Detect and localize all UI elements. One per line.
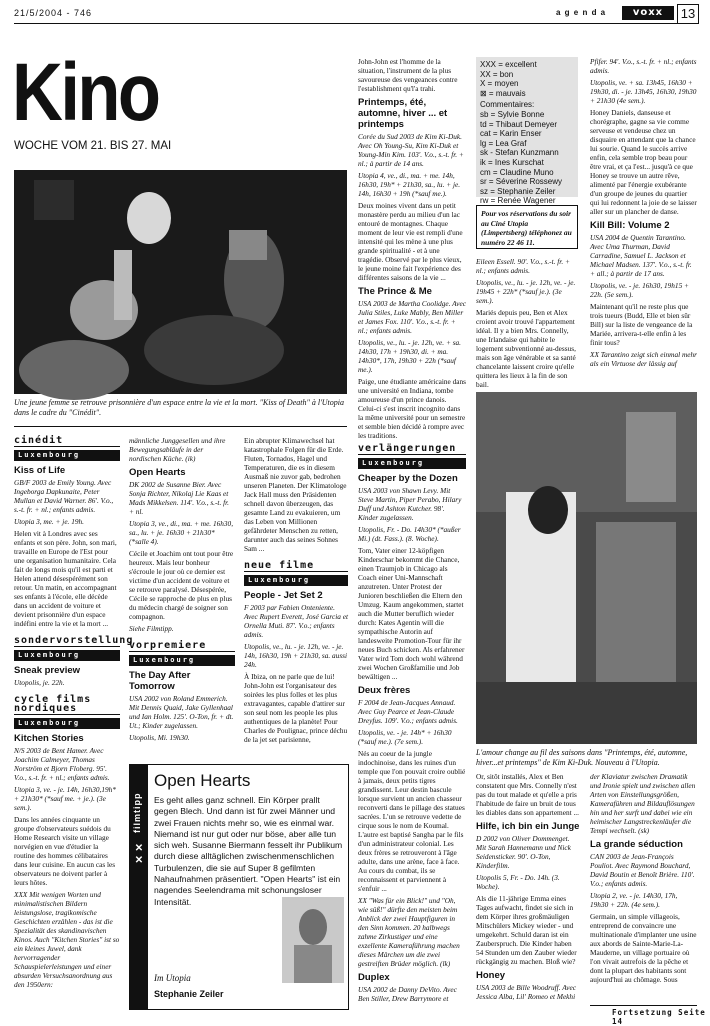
column-4: [358, 444, 466, 1018]
film-synopsis: Deux moines vivent dans un petit monastère perdu au milieu d'un lac entouré de montagnes. Chaque moment de leur vie est rempli d'une intensité qui les mène à une plus grande spiritualité - et à une tragédie. Observé par le plus vieux, le jeune moine fait l'expérience des différentes saisons de la vie ...: [358, 201, 463, 282]
film-synopsis: Helen vit à Londres avec ses enfants et son père. John, son mari, travaille en Europe de l'Est pour une organisation humanitaire. Cela fait de longs mois qu'il est parti et Helen attend désespérément son retour. Un matin, en accompagnant ses enfants à l'école, elle décède dans un accident de voiture et devient prisonnière d'un espace indéfini entre la vie et la mort ...: [14, 529, 117, 628]
film-times: Utopolis, je. 22h.: [14, 678, 65, 687]
film-title-printemps: Printemps, été, automne, hiver ... et printemps: [358, 97, 448, 130]
film-times: Utopolis, ve., lu. - je. 12h, ve. - je. 19h45 + 22h* (*sauf je.). (3e sem.).: [476, 278, 576, 305]
film-title-people-jet-set-2: People - Jet Set 2: [244, 590, 323, 601]
critic-item: rw = Renée Wagener: [480, 196, 556, 206]
section-sondervorstellung: sondervorstellung: [14, 635, 134, 646]
reservation-box: Pour vos réservations du soir au Ciné Utopia (Limpertsberg) téléphonez au numéro 22 46 11.: [476, 205, 578, 249]
film-title-prince-and-me: The Prince & Me: [358, 286, 432, 297]
film-meta: N/S 2003 de Bent Hamer. Avec Joachim Calmeyer, Thomas Norström et Bjorn Floberg. 95'. V.o., s.-t. fr. + nl.; enfants admis.: [14, 746, 110, 782]
film-times: Utopia 3, me. + je. 19h.: [14, 517, 84, 526]
film-meta: USA 2003 de Bille Woodruff. Avec Jessica Alba, Lil' Romeo et Mekhi: [476, 983, 576, 1001]
film-meta: F 2003 par Fabien Onteniente. Avec Rupert Everett, José Garcia et Ornella Muti. 87'. V.o.; enfants admis.: [244, 603, 349, 639]
filmtipp-image: [282, 897, 344, 983]
critic-item: lg = Lea Graf: [480, 138, 527, 148]
film-synopsis: Tom, Vater einer 12-köpfigen Kinderschar bekommt die Chance, einen Traumjob in Chicago als Coach einer Uni-Mannschaft anzutreten. Unter Protest der Junioren beschließen die Eltern den Umzug. Kaum angekommen, startet auch die Mutter beruflich wieder durch: Kates Agentin will die sympathische Autorin auf landesweite Promotion-Tour für ihr neues Buch schicken. Als erfahrener Vater wird Tom doch wohl während zwei Wochen Großfamilie und Job bewältigen ...: [358, 546, 465, 681]
column-legend-below: [476, 257, 580, 389]
rating-item: X = moyen: [480, 79, 519, 89]
film-title-hilfe-ich-bin-ein-junge: Hilfe, ich bin ein Junge: [476, 821, 580, 832]
filmtipp-title: Open Hearts: [154, 771, 251, 790]
critic-item: sr = Séverine Rossewy: [480, 177, 563, 187]
filmtipp-author: Stephanie Zeiler: [154, 989, 224, 999]
filmtipp-text: Es geht alles ganz schnell. Ein Körper prallt gegen Blech. Und dann ist für zwei Männer und zwei Frauen nichts mehr so, wie es einmal war. Niemand ist nur gut oder nur böse, aber alle tun sich weh. Susanne Biermann fesselt ihr Publikum durch diese alltäglichen zwischenmenschlichen Turbulenzen, die sie auf Super 8 gefilmten Nahaufnahmen präsentiert. "Open Hearts" ist ein nagendes Seelendrama mit schonungsloser Intensität.: [154, 795, 343, 907]
column-right-top: [590, 57, 697, 372]
ratings-list: [480, 60, 574, 98]
photo-caption-2: L'amour change au fil des saisons dans "Printemps, été, automne, hiver...et printemps" de Kim Ki-Duk. Nouveau à l'Utopia.: [476, 748, 688, 767]
critics-list: [480, 110, 574, 206]
film-title-duplex: Duplex: [358, 972, 390, 983]
film-times: Utopia 3, ve. - je. 14h, 16h30,19h* + 21h30* (*sauf me. + je.). (3e sem.).: [14, 785, 116, 812]
section-cycle-films: cycle films nordiques: [14, 695, 120, 715]
film-synopsis: Dans les années cinquante un groupe d'observateurs suédois du Home Research visite un village norvégien en vue d'étudier la routine des hommes célibataires dans leur cuisine. En aucun cas les observateurs ne doivent parler à leurs hôtes.: [14, 815, 116, 887]
film-synopsis: Nés au coeur de la jungle indochinoise, dans les ruines d'un temple que l'on pouvait croire oublié à jamais, deux petits tigres grandissent. Leur destin bascule lorsque survient un ancien chasseur reconverti dans le pillage des statues sacrées. L'un se retrouve vedette de cirque sous le nom de Koumal. L'autre est baptisé Sangha par le fils d'un administrateur colonial. Les deux frères se retrouveront à l'âge adulte, dans une arène, face à face. Au cours du combat, ils se reconnaissent et parviennent à s'enfuir ...: [358, 749, 466, 893]
section-verlaengerungen: verlängerungen: [358, 444, 466, 455]
venue-bar: Luxembourg: [14, 650, 120, 661]
film-still-printemps: [476, 392, 697, 744]
film-synopsis: Germain, un simple villageois, entreprend de convaincre une multinationale d'implanter une usine aux abords de Sainte-Marie-La-Mauderne, un village portuaire où l'on vivait autrefois de la pêche et dont la plupart des habitants sont aujourd'hui au chômage. Sous: [590, 912, 697, 984]
film-times: Utopolis, ve. + sa. 13h45, 16h30 + 19h30, di. - je. 13h45, 16h30, 19h30 + 21h30 (4e sem.).: [590, 78, 697, 105]
film-times: Utopolis, ve., lu. - je. 12h, ve. - je. 14h, 16h30, 19h + 21h30, sa. aussi 24h.: [244, 642, 348, 669]
film-still-kiss-of-death: [14, 170, 347, 394]
film-meta: USA 2002 von Roland Emmerich. Mit Dennis Quaid, Jake Gyllenhaal und Ian Holm. 125'. O-Ton, fr. + dt. Ut.; Kinder zugelassen.: [129, 694, 234, 730]
film-meta: USA 2003 de Martha Coolidge. Avec Julia Stiles, Luke Mably, Ben Miller et James Fox. 110'. V.o., s.-t. fr. + nl.; enfants admis.: [358, 299, 466, 335]
section-cinedit: cinédit: [14, 436, 120, 447]
film-title-cheaper-by-dozen: Cheaper by the Dozen: [358, 473, 458, 484]
film-synopsis: Honey Daniels, danseuse et chorégraphe, gagne sa vie comme serveuse et vendeuse chez un disquaire en attendant que la chance lui sourie. Quand le succès arrive enfin, cela semble trop beau pour être vrai, et ça l'est... jusqu'à ce que Honey se trouve un autre rêve, alimenté par l'énergie exubérante d'un groupe de jeunes du quartier qui lui redonnent la joie de se laisser aller sur un plancher de danse.: [590, 108, 697, 216]
critic-item: ik = Ines Kurschat: [480, 157, 544, 167]
film-still-image: [14, 170, 347, 394]
critic-item: cat = Karin Enser: [480, 129, 542, 139]
film-title-la-grande-seduction: La grande séduction: [590, 839, 683, 850]
continued-footer[interactable]: Fortsetzung Seite 14: [612, 1008, 706, 1026]
film-meta: D 2002 von Oliver Dommenget. Mit Sarah Hannemann und Nick Seidensticker. 90'. O-Ton, Kinderfilm.: [476, 834, 571, 870]
film-synopsis: Als die 11-jährige Emma eines Tages aufwacht, findet sie sich in dem Körper ihres großmäuligen Mitschülers Mickey wieder - und umgekehrt. Schuld daran ist ein Zauberspruch. Die Kinder haben 54 Stunden um den Zauber wieder rückgängig zu machen. Bloß wie?: [476, 894, 577, 966]
film-meta: Corée du Sud 2003 de Kim Ki-Duk. Avec Oh Young-Su, Kim Ki-Duk et Young-Min Kim. 103'. V.o., s.-t. fr. + nl.; à partir de 14 ans.: [358, 132, 464, 168]
film-synopsis: À Ibiza, on ne parle que de lui! John-John est l'organisateur des soirées les plus folles et les plus extravagantes, capable d'attirer sur son seul nom les people les plus authentiques de la planète! Pour Charles de Poulignac, prince déchu de la jet set parisienne,: [244, 672, 348, 744]
film-title-day-after-tomorrow: The Day After Tomorrow: [129, 670, 191, 692]
filmtipp-label: filmtipp: [132, 792, 142, 833]
portrait-image: [282, 897, 344, 983]
film-times: Utopolis, ve. - je. 16h30, 19h15 + 22h. (5e sem.).: [590, 281, 689, 299]
critic-item: sb = Sylvie Bonne: [480, 109, 545, 119]
column-1: [14, 435, 134, 1016]
comments-title: Commentaires:: [480, 100, 535, 110]
film-times: Utopolis, ve., lu. - je. 12h, ve. + sa. 14h30, 17h + 19h30, di. + ma. 14h30*, 17h, 19h30 + 22h (*sauf me.).: [358, 338, 462, 374]
film-still-image: [476, 392, 697, 744]
film-times: Utopia 3, ve., di., ma. + me. 16h30, sa., lu. + je. 16h30 + 21h30* (*salle 4).: [129, 519, 234, 546]
film-synopsis: Paige, une étudiante américaine dans une université en Indiana, tombe amoureuse d'un prince danois. Celui-ci s'est inscrit incognito dans la même université pour un semestre et semble bien décidé à rompre avec les traditions.: [358, 377, 466, 440]
venue-bar: Luxembourg: [244, 575, 348, 586]
filmtipp-box: [129, 764, 349, 1010]
film-synopsis: Or, sitôt installés, Alex et Ben constatent que Mrs. Connelly n'est pas du tout malade et qu'elle a pris l'habitude de faire un bruit de tous les diables dans son appartement ...: [476, 772, 579, 817]
film-review: XX "Was für ein Blick!" und "Oh, wie süß!" dürfte den meisten beim Anblick der zwei Hauptfiguren in den Sinn kommen. 20 halbwegs zahme Zirkustiger und eine exzellente Kameraführung machen dieses Märchen um die zwei gestreiften Brüder möglich. (lk): [358, 896, 460, 968]
film-review: XXX Mit wenigen Worten und minimalistischen Bildern leistungslose, tragikomische Geschichten erzählen - das ist die Spezialität des skandinavischen Kinos. Auch "Kitchen Stories" ist so ein kleines Juwel, dank hervorragender Schauspielerleistungen und einer absurden Versuchsanordnung aus den 1950ern:: [14, 890, 120, 989]
film-review: XX Tarantino zeigt sich einmal mehr als ein Virtuose der lässig auf: [590, 350, 697, 368]
photo-caption-1: Une jeune femme se retrouve prisonnière d'un espace entre la vie et la mort. "Kiss of Death" à l'Utopia dans le cadre du "Cinédit".: [14, 398, 344, 417]
film-title-sneak-preview: Sneak preview: [14, 665, 81, 676]
film-title-kitchen-stories: Kitchen Stories: [14, 733, 84, 744]
filmtipp-sidebar: [130, 765, 148, 1009]
film-synopsis: Mariés depuis peu, Ben et Alex croient avoir trouvé l'appartement idéal. Il y a bien Mrs. Connelly, une Irlandaise qui habite le logement subventionné au-dessus, mais son âge vénérable et sa santé chancelante laissent croire qu'elle quittera les lieux à la fin de son bail.: [476, 308, 576, 389]
film-times: Utopia 2, ve. - je. 14h30, 17h, 19h30 + 22h. (4e sem.).: [590, 891, 678, 909]
film-times: Utopolis 5, Fr. - Do. 14h. (3. Woche).: [476, 873, 560, 891]
section-neue-filme: neue filme: [244, 561, 348, 572]
critic-item: td = Thibaut Demeyer: [480, 119, 558, 129]
film-meta: F 2004 de Jean-Jacques Annaud. Avec Guy Pearce et Jean-Claude Dreyfus. 109'. V.o.; enfants admis.: [358, 698, 458, 725]
film-times: Utopolis, Fr. - Do. 14h30* (*außer Mi.) (dt. Fass.). (8. Woche).: [358, 525, 461, 543]
see-filmtipp: Siehe Filmtipp.: [129, 624, 174, 633]
film-synopsis: Ein abrupter Klimawechsel hat katastrophale Folgen für die Erde. Fluten, Tornados, Hagel und Temperaturen, die es in diesem Ausmaß nie zuvor gab, bedrohen unseren Planeten. Der Klimatologe Jack Hall muss den Präsidenten schnell davon überzeugen, das gesamte Land zu evakuieren, um das Leben von Millionen gefährdeter Menschen zu retten, darunter auch das seines Sohnes Sam ...: [244, 436, 347, 553]
page-title: Kino: [12, 47, 159, 138]
page-subtitle: WOCHE VOM 21. BIS 27. MAI: [14, 140, 172, 152]
rating-xx-icon: ✕ ✕: [134, 843, 144, 866]
film-title-honey: Honey: [476, 970, 506, 981]
film-synopsis: Cécile et Joachim ont tout pour être heureux. Mais leur bonheur s'écroule le jour où ce dernier est victime d'un accident de voiture et se retrouve paralysé. Désespérée, Cécile se rapproche de plus en plus du médecin chargé de soigner son compagnon.: [129, 549, 234, 621]
film-meta: DK 2002 de Susanne Bier. Avec Sonja Richter, Nikolaj Lie Kaas et Mads Mikkelsen. 114'. V.o., s.-t. fr. + nl.: [129, 480, 229, 516]
film-meta: GB/F 2003 de Emily Young. Avec Ingeborga Dapkunaite, Peter Mullan et David Warner. 86'. V.o., s.-t. fr. + nl.; enfants admis.: [14, 478, 114, 514]
film-meta: Eileen Essell. 90'. V.o., s.-t. fr. + nl.; enfants admis.: [476, 257, 570, 275]
film-meta: USA 2002 de Danny DeVito. Avec Ben Stiller, Drew Barrymore et: [358, 985, 457, 1003]
critic-item: cm = Claudine Muno: [480, 167, 554, 177]
venue-bar: Luxembourg: [14, 718, 120, 729]
film-meta: CAN 2003 de Jean-François Pouliot. Avec Raymond Bouchard, David Boutin et Benoît Brière. 110'. V.o.; enfants admis.: [590, 852, 695, 888]
venue-bar: Luxembourg: [129, 655, 235, 666]
film-times: Utopia 4, ve., di., ma. + me. 14h, 16h30, 19h* + 21h30, sa., lu. + je. 14h, 16h30 + 19h (*sauf me.).: [358, 171, 461, 198]
column-3: [244, 436, 348, 761]
film-meta: Pfifer. 94'. V.o., s.-t. fr. + nl.; enfants admis.: [590, 57, 697, 75]
column-mid-top: [358, 57, 466, 440]
film-times: Utopolis, ve. - je. 14h* + 16h30 (*sauf me.). (7e sem.).: [358, 728, 452, 746]
film-title-deux-freres: Deux frères: [358, 685, 411, 696]
page-number: 13: [677, 4, 699, 24]
rating-item: XX = bon: [480, 69, 514, 79]
intro-text: John-John est l'homme de la situation, l'instrument de la plus savoureuse des vengeances contre l'establishment qu'l'a trahi.: [358, 57, 458, 93]
column-6-bottom: [590, 772, 697, 1004]
issue-date: 21/5/2004 - 746: [14, 8, 93, 18]
film-synopsis: Maintenant qu'il ne reste plus que trois tueurs (Budd, Elle et bien sûr Bill) sur la liste de vengeance de la Mariée, arriverа-t-elle enfin à les finir tous?: [590, 302, 693, 347]
section-vorpremiere: vorpremiere: [129, 641, 235, 652]
section-label: a g e n d a: [556, 8, 607, 17]
film-title-kiss-of-life: Kiss of Life: [14, 465, 66, 476]
column-2: [129, 436, 235, 761]
film-meta: USA 2004 de Quentin Tarantino. Avec Uma Thurman, David Carradine, Samuel L. Jackson et Michael Madsen. 137'. V.o., s.-t. fr. + all.; à partir de 17 ans.: [590, 233, 692, 278]
venue-bar: Luxembourg: [358, 458, 466, 469]
filmtipp-venue: Im Utopia: [154, 973, 191, 983]
critic-item: sk - Stefan Kunzmann: [480, 148, 559, 158]
film-times: Utopolis, Mi. 19h30.: [129, 733, 190, 742]
film-meta: USA 2003 von Shawn Levy. Mit Steve Martin, Piper Perabo, Hilary Duff und Ashton Kutcher. 98'. Kinder zugelassen.: [358, 486, 462, 522]
legend-box: [476, 57, 578, 206]
rating-item: ⊠ = mauvais: [480, 88, 526, 98]
film-title-open-hearts: Open Hearts: [129, 467, 186, 478]
rating-item: XXX = excellent: [480, 60, 537, 69]
film-review: der Klaviatur zwischen Dramatik und Ironie spielt und zwischen allen Arten von Einstellungsgrößen, Kameraführen und Bildauflösungen hin und her surft und dabei wie ein heimischer Langstreckenläufer die Tempi wechselt. (sk): [590, 772, 696, 835]
voxx-logo: voxx: [622, 6, 674, 20]
review-continued: männliche Junggesellen und ihre Bewegungsabläufe in der nordischen Küche. (ik): [129, 436, 226, 463]
venue-bar: Luxembourg: [14, 450, 120, 461]
column-5-bottom: [476, 772, 580, 1016]
critic-item: sz = Stephanie Zeiler: [480, 186, 556, 196]
film-title-kill-bill: Kill Bill: Volume 2: [590, 220, 670, 231]
